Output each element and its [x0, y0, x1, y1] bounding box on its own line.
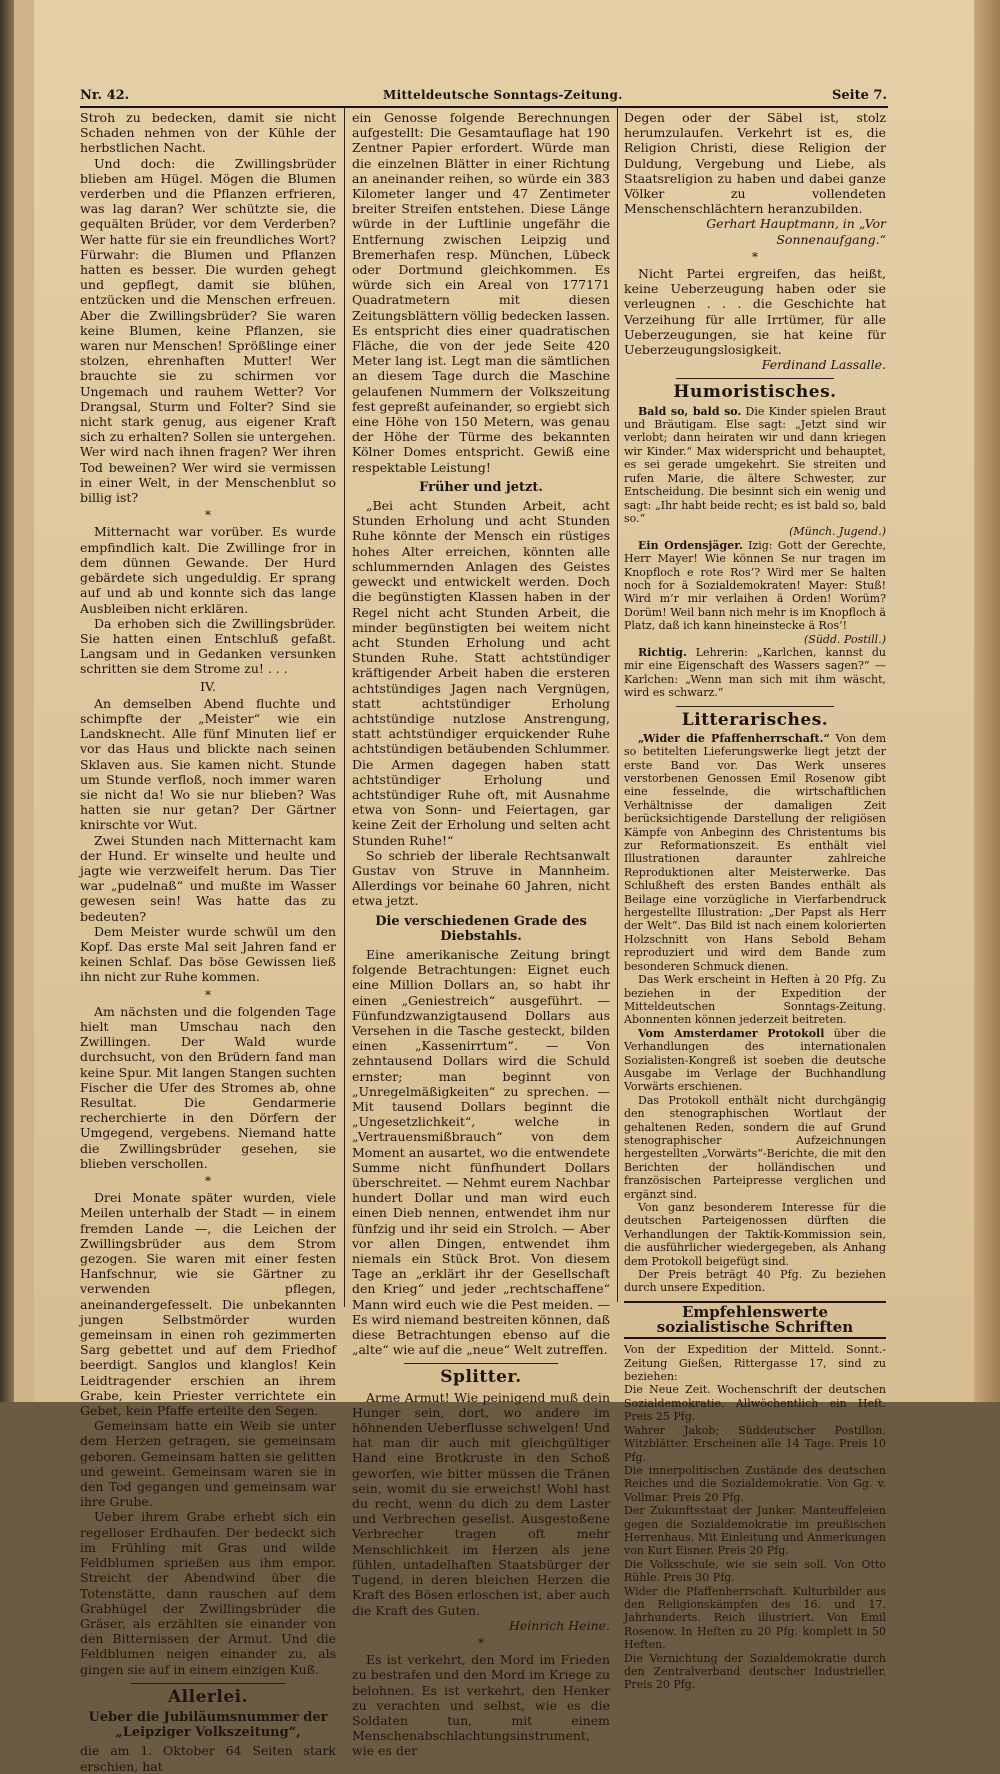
- quote-attribution: Heinrich Heine.: [508, 1617, 610, 1633]
- section-rule: [131, 1683, 285, 1684]
- item-text: Der Preis beträgt 40 Pfg. Zu beziehen durch unsere Expedition.: [624, 1268, 886, 1295]
- list-item: Der Zukunftsstaat der Junker. Manteuffeleien gegen die Sozialdemokratie im preußischen Herrenhaus. Mit Einleitung und Anmerkungen von Kurt Eisner. Preis 20 Pfg.: [624, 1504, 886, 1558]
- list-item: Die innerpolitischen Zustände des deutschen Reiches und die Sozialdemokratie. Von Gg. v. Vollmar. Preis 20 Pfg.: [624, 1463, 886, 1504]
- story-paragraph: Mitternacht war vorüber. Es wurde empfindlich kalt. Die Zwillinge fror in dem dünnen Gewande. Der Hurd gebärdete sich ungeduldig. Er sprang auf und ab und konnte sich das lange Ausbleiben nicht erklären.: [80, 524, 336, 616]
- story-paragraph: An demselben Abend fluchte und schimpfte der „Meister“ wie ein Landsknecht. Alle fünf Minuten lief er vor das Haus und blickte nach seinen Sklaven aus. Sie kamen nicht. Stunde um Stunde verfloß, noch immer waren sie nicht da! Wo sie nur blieben? Was hatten sie nur getan? Der Gärtner knirschte vor Wut.: [80, 695, 336, 833]
- item-lead: Richtig.: [638, 645, 687, 659]
- item-text: Lehrerin: „Karlchen, kannst du mir eine Eigenschaft des Wassers sagen?“ — Karlchen: „Wenn man sich mit ihm wäscht, wird es schwarz.“: [624, 645, 886, 700]
- article-paragraph: Degen oder der Säbel ist, stolz herumzulaufen. Verkehrt ist es, die Religion Christi, diese Religion der Duldung, Vergebung und Liebe, als Staatsreligion zu haben und dabei ganze Völker zu vollendeten Menschenschlächtern heranzubilden.: [624, 110, 886, 217]
- chapter-numeral: IV.: [200, 678, 216, 694]
- item-text: Das Werk erscheint in Heften à 20 Pfg. Zu beziehen in der Expedition der Mitteldeutschen Sonntags-Zeitung. Abonnenten können jederzeit beitreten.: [624, 973, 886, 1027]
- quote-attribution: Ferdinand Lassalle.: [761, 357, 886, 373]
- list-intro: Von der Expedition der Mitteld. Sonnt.-Zeitung Gießen, Rittergasse 17, sind zu beziehen:: [624, 1343, 886, 1384]
- section-heading-allerlei: Allerlei.: [167, 1686, 249, 1707]
- list-item: Die Neue Zeit. Wochenschrift der deutschen Sozialdemokratie. Allwöchentlich ein Heft. Preis 25 Pfg.: [624, 1383, 886, 1424]
- column-1: [80, 110, 336, 1774]
- story-paragraph: Da erhoben sich die Zwillingsbrüder. Sie hatten einen Entschluß gefaßt. Langsam und in Gedanken versunken schritten sie dem Strome zu! . . .: [80, 615, 336, 677]
- story-paragraph: Dem Meister wurde schwül um den Kopf. Das erste Mal seit Jahren fand er keinen Schlaf. Das böse Gewissen ließ ihn nicht zur Ruhe kommen.: [80, 923, 336, 985]
- item-source: (Südd. Postill.): [804, 632, 886, 646]
- article-paragraph: die am 1. Oktober 64 Seiten stark erschien, hat: [80, 1743, 336, 1774]
- separator-star: *: [204, 986, 212, 1002]
- item-text: über die Verhandlungen des internationalen Sozialisten-Kongreß ist soeben die deutsche Ausgabe im Verlage der Buchhandlung Vorwärts erschienen.: [624, 1026, 887, 1094]
- column-rule-1: [344, 107, 345, 1307]
- page-edge: [974, 0, 1000, 1402]
- story-paragraph: Gemeinsam hatte ein Weib sie unter dem Herzen getragen, sie gemeinsam geboren. Gemeinsam hatten sie gelitten und geweint. Gemeinsam waren sie in den Tod gegangen und gemeinsam war ihre Grube.: [80, 1418, 336, 1510]
- section-rule: [676, 706, 833, 707]
- article-paragraph: So schrieb der liberale Rechtsanwalt Gustav von Struve in Mannheim. Allerdings vor beinahe 60 Jahren, nicht etwa jetzt.: [352, 847, 610, 909]
- item-text: Von dem so betitelten Lieferungswerke liegt jetzt der erste Band vor. Das Werk unseres verstorbenen Genossen Emil Rosenow gibt eine fesselnde, die wirtschaftlichen Verhältnisse der damaligen Zeit berücksichtigende Darstellung der religiösen Kämpfe von Anbeginn des Christentums bis zur Reformationszeit. Es enthält viel Illustrationen daraunter zahlreiche Reproduktionen alter Meisterwerke. Das Schlußheft des ersten Bandes enthält als Beilage eine vorzügliche in Vierfarbendruck hergestellte Illustration: „Der Papst als Herr der Welt“. Das Bild ist nach einem kolorierten Holzschnitt von Hans Sebold Beham reproduziert und wird dem Bande zum besonderen Schmuck dienen.: [624, 731, 887, 973]
- article-heading: Früher und jetzt.: [419, 479, 543, 495]
- separator-star: *: [751, 248, 759, 264]
- section-rule: [676, 378, 833, 379]
- list-item: Die Vernichtung der Sozialdemokratie durch den Zentralverband deutscher Industrieller. Preis 20 Pfg.: [624, 1651, 886, 1692]
- article-heading: Die verschiedenen Grade des Diebstahls.: [375, 913, 587, 944]
- item-text: Von ganz besonderem Interesse für die deutschen Parteigenossen dürften die Verhandlungen der Taktik-Kommission sein, die ausführlicher wiedergegeben, als Anhang dem Protokoll beigefügt sind.: [624, 1201, 886, 1268]
- section-heading-empfehlenswerte: Empfehlenswerte sozialistische Schriften: [624, 1301, 886, 1339]
- item-lead: Ein Ordensjäger.: [638, 538, 743, 552]
- article-heading: Ueber die Jubiläumsnummer der „Leipziger Volkszeitung“,: [88, 1709, 328, 1741]
- list-item: Wider die Pfaffenherrschaft. Kulturbilder aus den Religionskämpfen des 16. und 17. Jahrhunderts. Reich illustriert. Von Emil Rosenow. In Heften zu 20 Pfg. komplett in 50 Heften.: [624, 1584, 886, 1652]
- section-rule: [404, 1363, 559, 1364]
- column-2: [352, 110, 610, 1759]
- quote-attribution: Gerhart Hauptmann, in „Vor Sonnenaufgang.“: [706, 216, 886, 247]
- previous-page-edge: [14, 0, 35, 1402]
- header-rule: [80, 106, 888, 108]
- item-lead: „Wider die Pfaffenherrschaft.“: [638, 731, 830, 745]
- list-item: Wahrer Jakob; Süddeutscher Postillon. Witzblätter. Erscheinen alle 14 Tage. Preis 10 Pfg.: [624, 1423, 886, 1464]
- story-paragraph: Und doch: die Zwillingsbrüder blieben am Hügel. Mögen die Blumen verderben und die Pflanzen erfrieren, was lag daran? Wer schützte sie, die gequälten Brüder, vor dem Verderben? Wer hatte für sie ein freundliches Wort? Fürwahr: die Blumen und Pflanzen hatten es besser. Die wurden gehegt und gepflegt, damit sie blühen, entzücken und die Menschen erfreuen. Aber die Zwillingsbrüder? Sie waren keine Blumen, keine Pflanzen, sie waren nur Menschen! Sprößlinge einer stolzen, ehrenhaften Mutter! Wer brauchte sie zu schirmen vor Ungemach und rauhem Wetter? Vor Drangsal, Sturm und Folter? Sind sie nicht stark genug, aus eigener Kraft sich zu erhalten? Sollen sie untergehen. Wer wird nach ihnen fragen? Wer ihren Tod beweinen? Wer wird sie vermissen in einer Welt, in der Menschenblut so billig ist?: [80, 155, 336, 506]
- story-paragraph: Zwei Stunden nach Mitternacht kam der Hund. Er winselte und heulte und jagte wie verzweifelt herum. Das Tier war „pudelnaß“ und mußte im Wasser gewesen sein! Was hatte das zu bedeuten?: [80, 832, 336, 924]
- story-paragraph: Ueber ihrem Grabe erhebt sich ein regelloser Erdhaufen. Der bedeckt sich im Frühling mit Gras und wilde Feldblumen sprießen aus ihm empor. Streicht der Abendwind über die Totenstätte, dann rauschen auf dem Grabhügel der Zwillingsbrüder die Gräser, als erzählten sie einander von den Bitternissen der Armut. Und die Feldblumen neigen einander zu, als gingen sie auf in einem einzigen Kuß.: [80, 1509, 336, 1677]
- item-lead: Vom Amsterdamer Protokoll: [638, 1026, 825, 1040]
- book-binding: [0, 0, 14, 1402]
- item-text: Izig: Gott der Gerechte, Herr Mayer! Wie können Se nur tragen im Knopfloch e rote Ros’? Wird mer Se halten noch for ä Sozialdemokraten! Mayer: Stuß! Wird m’r mir verlaihen ä Orden! Worüm? Dorüm! Weil bann nich mehr is im Knopfloch ä Platz, daß ich kann hineinstecke ä Ros’!: [624, 538, 886, 633]
- item-lead: Bald so, bald so.: [638, 404, 742, 418]
- separator-star: *: [477, 1634, 485, 1650]
- item-text: Die Kinder spielen Braut und Bräutigam. Else sagt: „Jetzt sind wir verlobt; dann heiraten wir und dann kriegen wir Kinder.“ Max widerspricht und behauptet, es sei gerade umgekehrt. Sie streiten und rufen Marie, die ältere Schwester, zur Entscheidung. Die besinnt sich ein wenig und sagt: „Ihr habt beide recht; es ist bald so, bald so.“: [624, 404, 887, 525]
- section-heading-humor: Humoristisches.: [673, 382, 837, 403]
- item-text: Das Protokoll enthält nicht durchgängig den stenographischen Wortlaut der gehaltenen Reden, sondern die auf Grund stenographischer Aufzeichnungen hergestellten „Vorwärts“-Berichte, die mit den Berichten der holländischen und französischen Parteipresse verglichen und ergänzt sind.: [624, 1093, 886, 1201]
- article-paragraph: Es ist verkehrt, den Mord im Frieden zu bestrafen und den Mord im Kriege zu belohnen. Es ist verkehrt, den Henker zu verachten und selbst, wie es die Soldaten tun, mit einem Menschenabschlachtungsinstrument, wie es der: [352, 1652, 610, 1759]
- story-paragraph: Stroh zu bedecken, damit sie nicht Schaden nehmen von der Kühle der herbstlichen Nacht.: [80, 110, 336, 156]
- section-heading-litterarisches: Litterarisches.: [681, 709, 829, 730]
- masthead-title: Mitteldeutsche Sonntags-Zeitung.: [383, 88, 623, 102]
- article-paragraph: ein Genosse folgende Berechnungen aufgestellt: Die Gesamtauflage hat 190 Zentner Papier erfordert. Würde man die einzelnen Blätter in einer Richtung an aneinander reihen, so würde ein 383 Kilometer langer und 47 Zentimeter breiter Streifen entstehen. Diese Länge würde in der Luftlinie ungefähr die Entfernung zwischen Leipzig und Bremerhafen resp. München, Lübeck oder Dortmund gleichkommen. Es würde sich ein Areal von 177171 Quadratmetern mit diesen Zeitungsblättern völlig bedecken lassen. Es entspricht dies einer quadratischen Fläche, die von der jede Seite 420 Meter lang ist. Legt man die sämtlichen an diesem Tage durch die Maschine gelaufenen Nummern der Volkszeitung fest gepreßt aufeinander, so ergiebt sich eine Höhe von 150 Metern, was genau der Höhe der Türme des bekannten Kölner Domes entspricht. Gewiß eine respektable Leistung!: [352, 110, 610, 475]
- issue-number: Nr. 42.: [80, 88, 130, 103]
- article-paragraph: Nicht Partei ergreifen, das heißt, keine Ueberzeugung haben oder sie verleugnen . . . die Geschichte hat Verzeihung für alle Irrtümer, für alle Ueberzeugungen, sie hat keine für Ueberzeugungslosigkeit.: [624, 266, 886, 358]
- story-paragraph: Drei Monate später wurden, viele Meilen unterhalb der Stadt — in einem fremden Lande —, die Leichen der Zwillingsbrüder aus dem Strom gezogen. Sie waren mit einer festen Hanfschnur, wie sie Gärtner zu verwenden pflegen, aneinandergefesselt. Die unbekannten jungen Selbstmörder wurden gemeinsam in einen roh gezimmerten Sarg gebettet und auf dem Friedhof beerdigt. Sanglos und klanglos! Kein Leidtragender erschien an ihrem Grabe, kein Priester verrichtete ein Gebet, kein Pfaffe erteilte den Segen.: [80, 1190, 336, 1419]
- page-number: Seite 7.: [832, 88, 887, 103]
- item-source: (Münch. Jugend.): [789, 525, 886, 539]
- separator-star: *: [204, 1173, 212, 1189]
- list-item: Die Volksschule, wie sie sein soll. Von Otto Rühle. Preis 30 Pfg.: [624, 1557, 886, 1585]
- section-heading-splitter: Splitter.: [440, 1367, 522, 1388]
- column-3: [624, 110, 887, 1692]
- column-rule-2: [617, 107, 618, 1302]
- separator-star: *: [204, 507, 212, 523]
- story-paragraph: Am nächsten und die folgenden Tage hielt man Umschau nach den Zwillingen. Der Wald wurde durchsucht, von den Brüdern fand man keine Spur. Mit langen Stangen suchten Fischer die Ufer des Stromes ab, ohne Resultat. Die Gendarmerie recherchierte in den Dörfern der Umgegend, vergebens. Niemand hatte die Zwillingsbrüder gesehen, sie blieben verschollen.: [80, 1003, 336, 1171]
- article-paragraph: Arme Armut! Wie peinigend muß dein Hunger sein, dort, wo andere im höhnenden Ueberflusse schwelgen! Und hat man dir auch mit gleichgültiger Hand eine Brotkruste in den Schoß geworfen, wie bitter müssen die Tränen sein, womit du sie erweichst! Wohl hast du recht, wenn du dich zu dem Laster und Verbrechen gesellst. Ausgestoßene Verbrecher tragen oft mehr Menschlichkeit im Herzen als jene fühlen, untadelhaften Staatsbürger der Tugend, in deren bleichen Herzen die Kraft des Bösen erloschen ist, aber auch die Kraft des Guten.: [352, 1389, 610, 1618]
- article-paragraph: Eine amerikanische Zeitung bringt folgende Betrachtungen: Eignet euch eine Million Dollars an, so habt ihr einen „Geniestreich“ ausgeführt. — Fünfundzwanzigtausend Dollars aus Versehen in die Tasche gesteckt, bilden einen „Kassenirrtum“. — Von zehntausend Dollars wird die Schuld ernster; man beginnt von „Unregelmäßigkeiten“ zu sprechen. — Mit tausend Dollars beginnt die „Ungesetzlichkeit“, welche in „Vertrauensmißbrauch“ von dem Moment an ausartet, wo die entwendete Summe nicht fünfhundert Dollars überschreitet. — Nehmt eurem Nachbar hundert Dollar und man wird euch einen Dieb nennen, entwendet ihm nur fünfzig und ihr seid ein Strolch. — Aber vor allen Dingen, entwendet ihm niemals ein Stück Brot. Von diesem Tage an „erklärt ihr der Gesellschaft den Krieg“ und jeder „rechtschaffene“ Mann wird euch wie die Pest meiden. — Es wird niemand bestreiten können, daß diese Betrachtungen ebenso auf die „alte“ wie auf die „neue“ Welt zutreffen.: [352, 946, 610, 1358]
- article-paragraph: „Bei acht Stunden Arbeit, acht Stunden Erholung und acht Stunden Ruhe könnte der Mensch ein rüstiges hohes Alter erreichen, könnten alle schlummernden Anlagen des Geistes geweckt und entwickelt werden. Doch die begünstigten Klassen haben in der Regel nicht acht Stunden Arbeit, die minder begünstigten bei weitem nicht acht Stunden Erholung und acht Stunden Ruhe. Statt achtstündiger kräftigender Arbeit haben die ersteren achtstündiges Jagen nach Vergnügen, statt achtstündiger Erholung achtstündige nutzlose Anstrengung, statt achtstündiger erquickender Ruhe achtstündigen betäubenden Schlummer. Die Armen dagegen haben statt achtstündiger Erholung und achtstündiger Ruhe oft, mit Ausnahme etwa von Sonn- und Feiertagen, gar keine Zeit der Erholung und selten acht Stunden Ruhe!“: [352, 498, 610, 848]
